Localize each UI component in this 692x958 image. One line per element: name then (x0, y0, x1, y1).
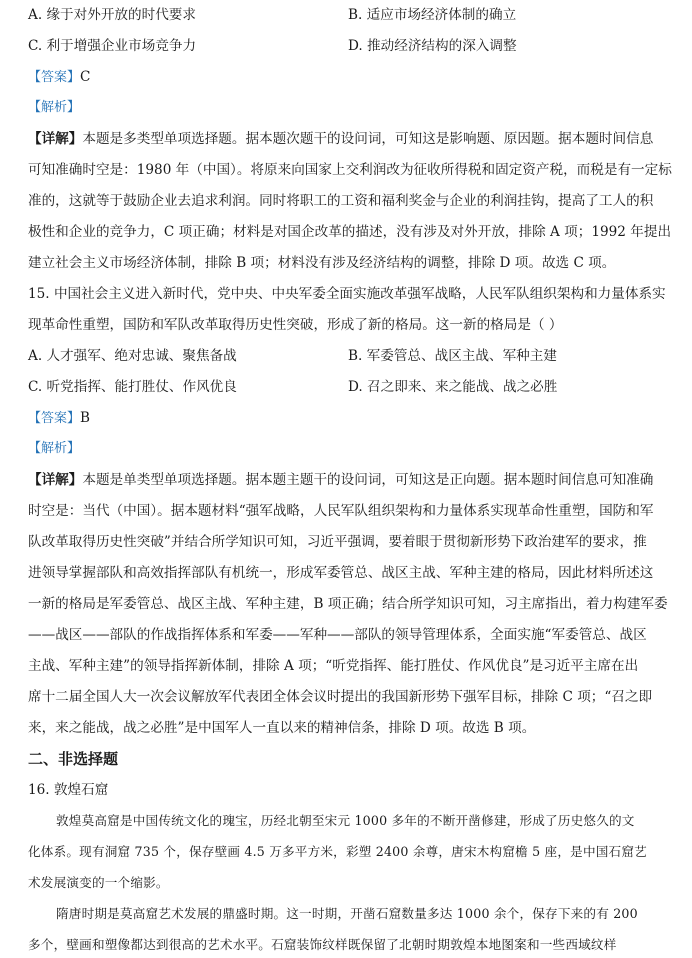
q15-detail-line: 一新的格局是军委管总、战区主战、军种主建，B 项正确；结合所学知识可知，习主席指出，着力构建军委 (28, 596, 668, 612)
answer-tag: 【答案】 (28, 411, 81, 426)
q15-detail-line: 主战、军种主建”的领导指挥新体制，排除 A 项；“听党指挥、能打胜仗、作风优良”是习近平主席在出 (28, 658, 639, 674)
q15-detail-line: ——战区——部队的作战指挥体系和军委——军种——部队的领导管理体系，全面实施“军委管总、战区 (28, 627, 647, 643)
q14-option-b: B. 适应市场经济体制的确立 (348, 7, 517, 23)
q14-detail-line: 可知准确时空是：1980 年（中国）。将原来向国家上交利润改为征收所得税和固定资产税，而税是有一定标 (28, 162, 672, 178)
material-line: 多个，壁画和塑像都达到很高的艺术水平。石窟装饰纹样既保留了北朝时期敦煌本地图案和一些西域纹样 (28, 937, 617, 952)
q15-stem-line: 现革命性重塑，国防和军队改革取得历史性突破，形成了新的格局。这一新的格局是（ ） (28, 317, 563, 333)
detail-tag: 【详解】 (28, 472, 83, 488)
q15-detail-line: 时空是：当代（中国）。据本题材料“强军战略，人民军队组织架构和力量体系实现革命性重塑，国防和军 (28, 503, 654, 519)
q15-option-a: A. 人才强军、绝对忠诚、聚焦备战 (28, 348, 237, 364)
material-line: 术发展演变的一个缩影。 (28, 875, 169, 890)
q15-detail-line: 席十二届全国人大一次会议解放军代表团全体会议时提出的我国新形势下强军目标，排除 C 项；“召之即 (28, 689, 653, 705)
answer-tag: 【答案】 (28, 70, 81, 85)
q15-detail-line: 进领导掌握部队和高效指挥部队有机统一，形成军委管总、战区主战、军种主建的格局，因此材料所述这 (28, 565, 654, 581)
q15-detail-line: 【详解】本题是单类型单项选择题。据本题主题干的设问词，可知这是正向题。据本题时间信息可知准确 (28, 472, 654, 488)
q16-title: 16. 敦煌石窟 (28, 782, 109, 798)
q14-detail-line: 建立社会主义市场经济体制，排除 B 项；材料没有涉及经济结构的调整，排除 D 项。故选 C 项。 (28, 255, 616, 271)
answer-value: C (80, 69, 91, 85)
q15-option-c: C. 听党指挥、能打胜仗、作风优良 (28, 379, 237, 395)
q14-option-c: C. 利于增强企业市场竞争力 (28, 38, 197, 54)
q15-answer (28, 408, 90, 429)
q15-detail-line: 队改革取得历史性突破”并结合所学知识可知，习近平强调，要着眼于贯彻新形势下政治建军的要求，推 (28, 534, 647, 550)
q14-detail-line: 极性和企业的竞争力，C 项正确；材料是对国企改革的描述，没有涉及对外开放，排除 A 项；1992 年提出 (28, 224, 672, 240)
detail-tag: 【详解】 (28, 131, 83, 147)
q14-detail-line: 【详解】本题是多类型单项选择题。据本题次题干的设问词，可知这是影响题、原因题。据本题时间信息 (28, 131, 654, 147)
q15-detail-line: 来，来之能战，战之必胜”是中国军人一直以来的精神信条，排除 D 项。故选 B 项。 (28, 720, 536, 736)
q15-analysis-tag: 【解析】 (28, 441, 81, 456)
q15-option-d: D. 召之即来、来之能战、战之必胜 (348, 379, 558, 395)
material-line: 敦煌莫高窟是中国传统文化的瑰宝，历经北朝至宋元 1000 多年的不断开凿修建，形成了历史悠久的文 (56, 813, 635, 828)
q14-answer (28, 67, 90, 88)
material-line: 化体系。现有洞窟 735 个，保存壁画 4.5 万多平方米，彩塑 2400 余尊，唐宋木构窟檐 5 座，是中国石窟艺 (28, 844, 647, 859)
q15-option-b: B. 军委管总、战区主战、军种主建 (348, 348, 557, 364)
q14-detail-line: 准的，这就等于鼓励企业去追求利润。同时将职工的工资和福利奖金与企业的利润挂钩，提高了工人的积 (28, 193, 654, 209)
q14-option-d: D. 推动经济结构的深入调整 (348, 38, 517, 54)
q14-analysis-tag: 【解析】 (28, 100, 81, 115)
material-line: 隋唐时期是莫高窟艺术发展的鼎盛时期。这一时期，开凿石窟数量多达 1000 余个，保存下来的有 200 (56, 906, 638, 921)
answer-value: B (80, 410, 91, 426)
q15-stem-line: 15. 中国社会主义进入新时代，党中央、中央军委全面实施改革强军战略，人民军队组织架构和力量体系实 (28, 286, 666, 302)
section-heading: 二、非选择题 (28, 750, 119, 768)
q14-option-a: A. 缘于对外开放的时代要求 (28, 7, 196, 23)
